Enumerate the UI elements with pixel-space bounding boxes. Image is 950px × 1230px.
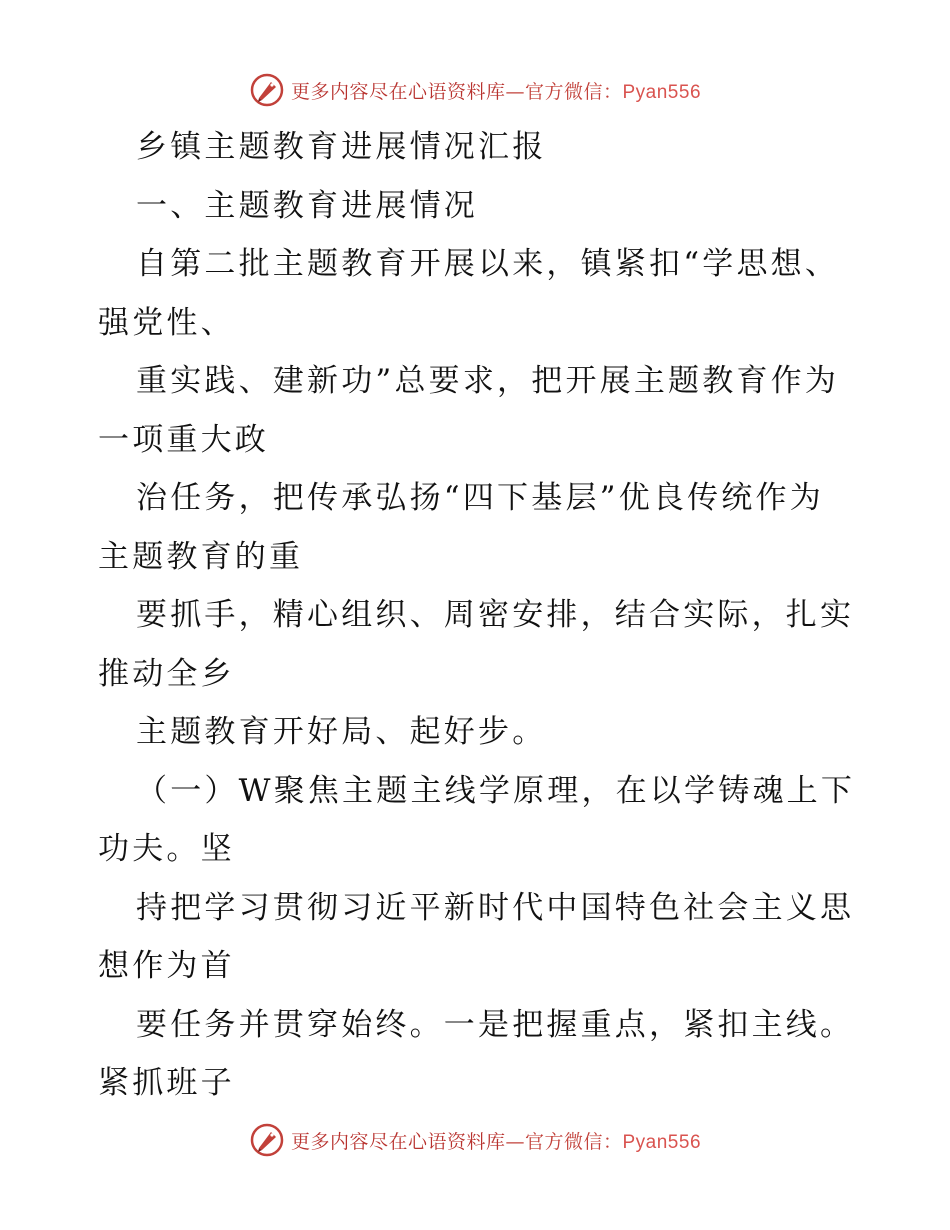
header-banner bbox=[0, 70, 950, 110]
banner-wechat-id: Pyan556 bbox=[622, 81, 702, 103]
paragraph-line: 想作为首 bbox=[98, 948, 235, 984]
paragraph-line: 治任务，把传承弘扬“四下基层”优良传统作为 bbox=[136, 480, 824, 516]
banner-wechat-label: 官方微信： bbox=[524, 1130, 623, 1153]
paragraph-line: 要抓手，精心组织、周密安排，结合实际，扎实 bbox=[136, 597, 855, 633]
banner-main-text: 更多内容尽在心语资料库 bbox=[290, 1130, 506, 1153]
pen-logo-icon bbox=[249, 72, 285, 108]
paragraph-line: 一项重大政 bbox=[98, 421, 269, 458]
subsection-line: （一）W聚焦主题主线学原理，在以学铸魂上下 bbox=[136, 772, 856, 809]
footer-banner bbox=[0, 1120, 950, 1160]
paragraph-line: 持把学习贯彻习近平新时代中国特色社会主义思 bbox=[136, 889, 855, 926]
banner-text bbox=[291, 1127, 701, 1154]
section-heading: 一、主题教育进展情况 bbox=[136, 187, 478, 224]
document-body bbox=[98, 118, 858, 1113]
doc-title: 乡镇主题教育进展情况汇报 bbox=[136, 129, 547, 165]
pen-logo-icon bbox=[249, 1122, 285, 1158]
banner-dash: — bbox=[505, 1130, 525, 1153]
paragraph-line: 重实践、建新功”总要求，把开展主题教育作为 bbox=[136, 363, 840, 399]
paragraph-line: 推动全乡 bbox=[98, 655, 235, 692]
paragraph-line: 紧抓班子 bbox=[98, 1065, 235, 1101]
banner-wechat-label: 官方微信： bbox=[524, 80, 623, 103]
paragraph-line: 主题教育的重 bbox=[98, 538, 304, 575]
banner-dash: — bbox=[505, 80, 525, 103]
paragraph-line: 强党性、 bbox=[98, 304, 235, 341]
banner-wechat-id: Pyan556 bbox=[622, 1131, 702, 1153]
paragraph-line: 功夫。坚 bbox=[98, 831, 235, 867]
paragraph-line: 要任务并贯穿始终。一是把握重点，紧扣主线。 bbox=[136, 1006, 855, 1043]
paragraph-line: 自第二批主题教育开展以来，镇紧扣“学思想、 bbox=[136, 246, 840, 282]
banner-text bbox=[291, 77, 701, 104]
paragraph-line: 主题教育开好局、起好步。 bbox=[136, 714, 547, 750]
banner-main-text: 更多内容尽在心语资料库 bbox=[290, 80, 506, 103]
